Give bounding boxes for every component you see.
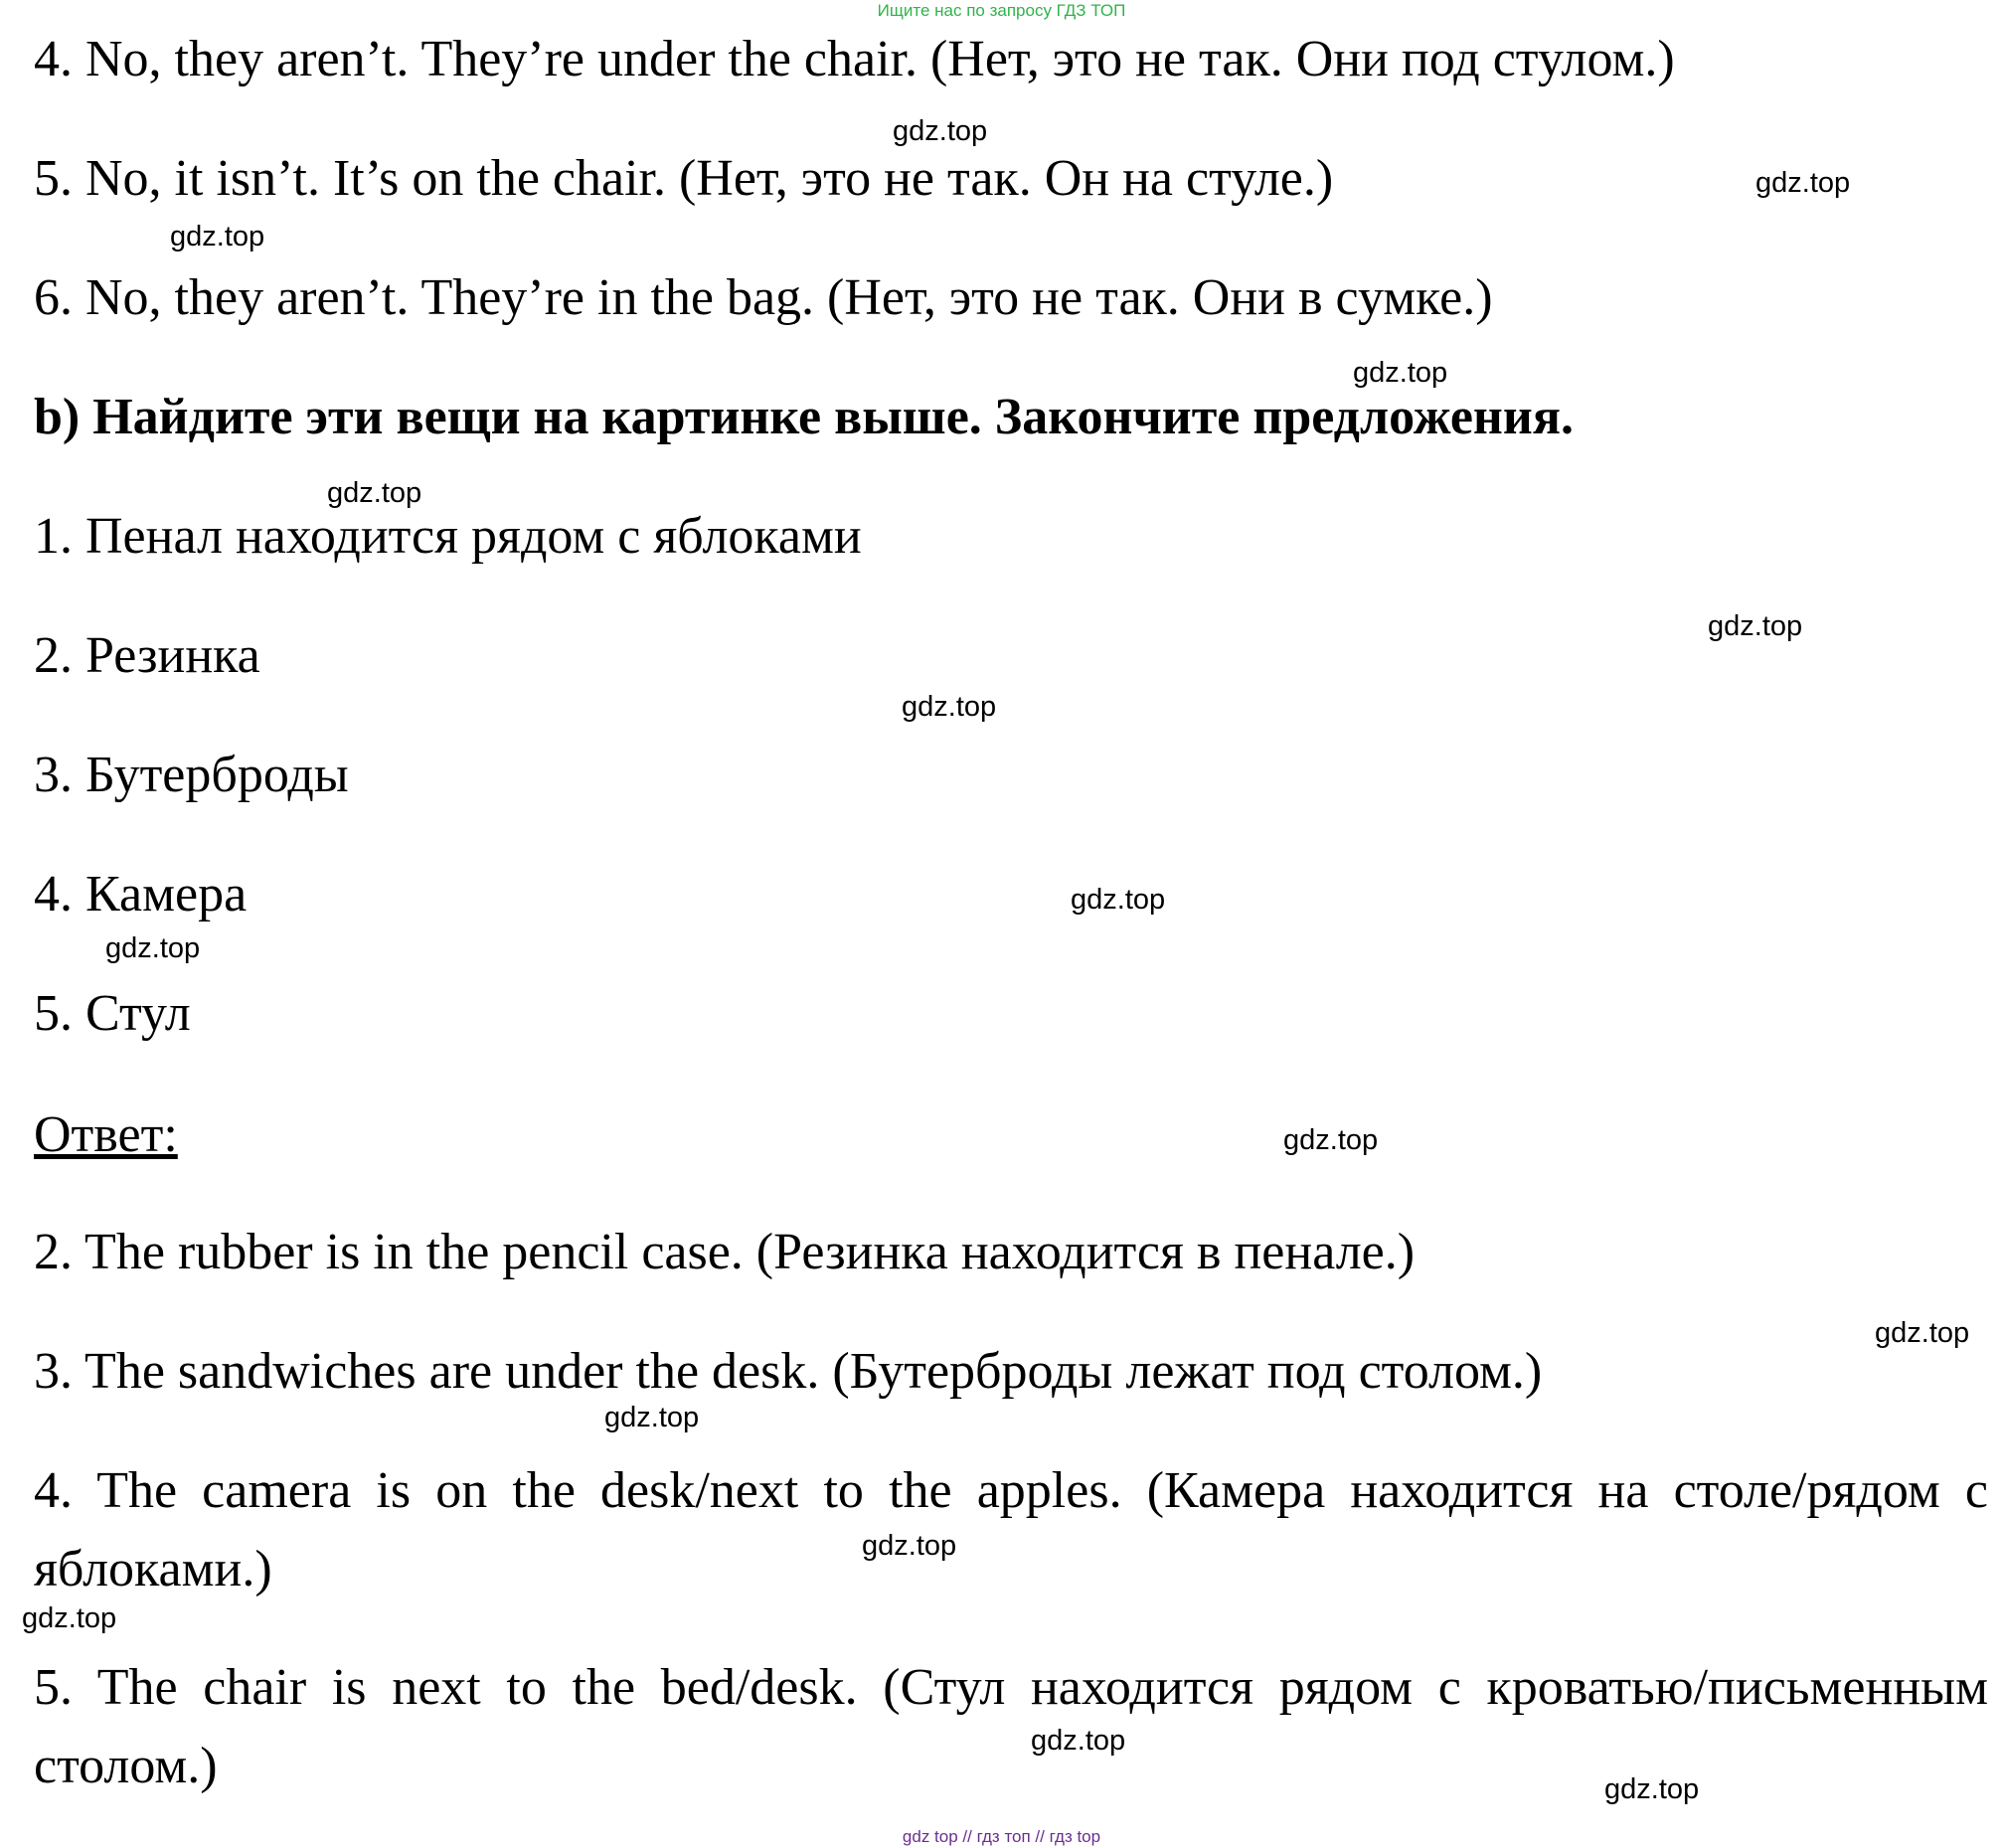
- answer-line-b3: 3. The sandwiches are under the desk. (Бутерброды лежат под столом.): [34, 1343, 1543, 1400]
- watermark: gdz.top: [893, 115, 988, 147]
- watermark: gdz.top: [170, 221, 265, 252]
- watermark: gdz.top: [1875, 1317, 1970, 1349]
- top-banner: Ищите нас по запросу ГДЗ ТОП: [877, 1, 1126, 20]
- watermark: gdz.top: [327, 477, 422, 509]
- watermark: gdz.top: [604, 1402, 700, 1433]
- watermark: gdz.top: [1755, 167, 1851, 199]
- exercise-item-2: 2. Резинка: [34, 627, 260, 684]
- watermark: gdz.top: [1071, 884, 1166, 916]
- watermark: gdz.top: [22, 1602, 117, 1634]
- watermark: gdz.top: [902, 691, 997, 723]
- watermark: gdz.top: [1708, 610, 1803, 642]
- watermark: gdz.top: [862, 1530, 957, 1562]
- answer-line-b4: 4. The camera is on the desk/next to the apples. (Камера находится на столе/рядом с яблоками.): [34, 1462, 1988, 1597]
- answer-label: Ответ:: [34, 1106, 178, 1163]
- watermark: gdz.top: [1353, 357, 1448, 389]
- exercise-item-4: 4. Камера: [34, 866, 248, 923]
- exercise-item-1: 1. Пенал находится рядом с яблоками: [34, 508, 862, 565]
- answer-line-a4: 4. No, they aren’t. They’re under the chair. (Нет, это не так. Они под стулом.): [34, 31, 1675, 87]
- answer-line-a6: 6. No, they aren’t. They’re in the bag. (Нет, это не так. Они в сумке.): [34, 269, 1493, 326]
- exercise-item-5: 5. Стул: [34, 985, 191, 1042]
- footer-text: gdz top // гдз топ // гдз top: [902, 1827, 1101, 1846]
- answer-line-b2: 2. The rubber is in the pencil case. (Резинка находится в пенале.): [34, 1224, 1416, 1280]
- watermark: gdz.top: [1604, 1773, 1700, 1805]
- answer-line-a5: 5. No, it isn’t. It’s on the chair. (Нет, это не так. Он на стуле.): [34, 150, 1334, 207]
- exercise-item-3: 3. Бутерброды: [34, 747, 349, 803]
- watermark: gdz.top: [1031, 1725, 1126, 1757]
- watermark: gdz.top: [105, 932, 201, 964]
- exercise-b-heading: b) Найдите эти вещи на картинке выше. Закончите предложения.: [34, 389, 1574, 445]
- answer-line-b5: 5. The chair is next to the bed/desk. (Стул находится рядом с кроватью/письменным столом.): [34, 1659, 1988, 1794]
- watermark: gdz.top: [1283, 1124, 1379, 1156]
